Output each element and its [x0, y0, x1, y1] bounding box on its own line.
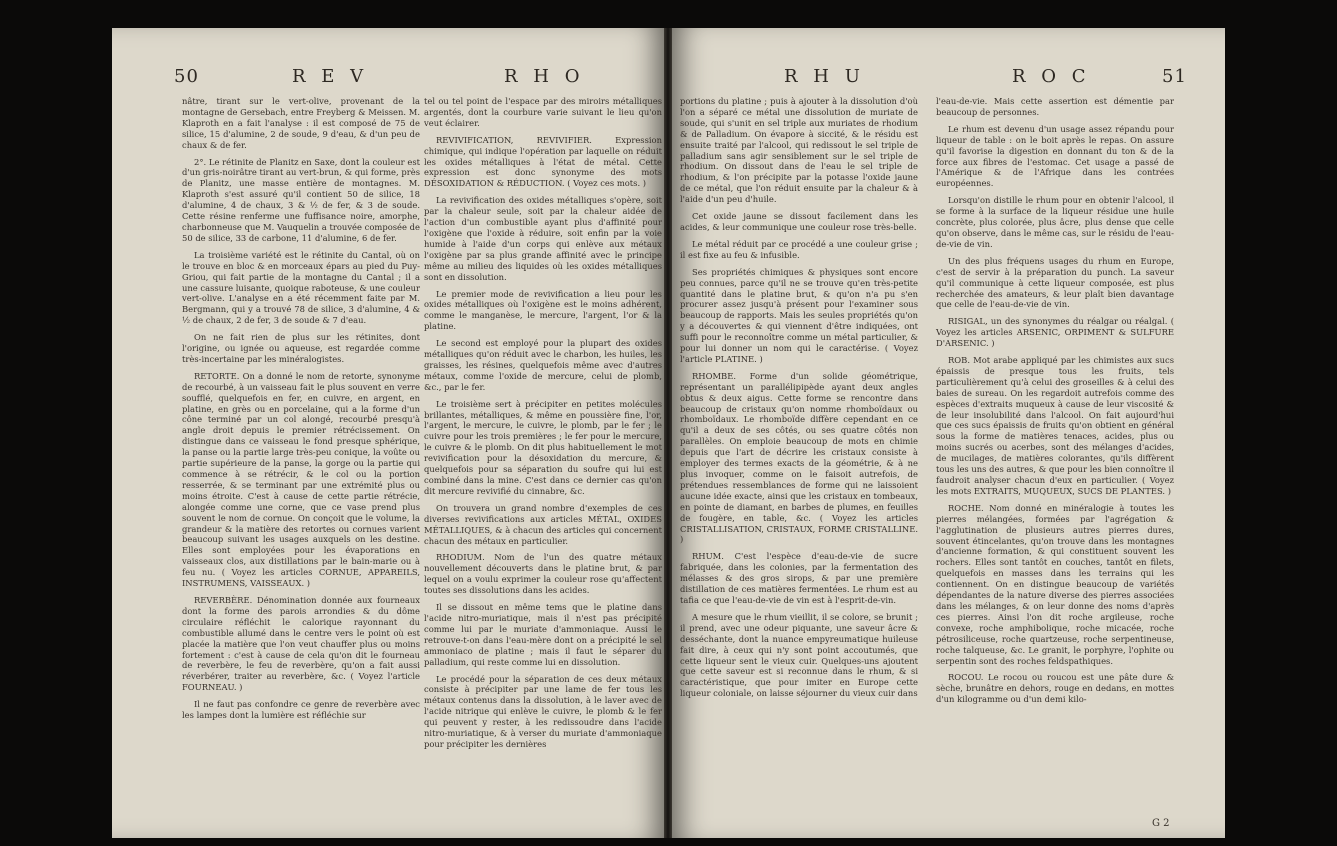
right-running-head — [672, 66, 1225, 94]
right-col1-paragraph: RHUM. C'est l'espèce d'eau-de-vie de sucre fabriquée, dans les colonies, par la fermentation des mélasses & des gros sirops, & par une première distillation de ces matières fermentées. Le rhum est au tafia ce que l'eau-de-vie de vin est à l'esprit-de-vin. — [680, 551, 918, 605]
right-col1-paragraph: A mesure que le rhum vieillit, il se colore, se brunit ; il prend, avec une odeur piquante, une saveur âcre & desséchante, dont la nuance empyreumatique huileuse fait dire, à ceux qui n'y sont point accoutumés, que cette liqueur sent le vieux cuir. Quelques-uns ajoutent que cette saveur est si reconnue dans le rhum, & si caractéristique, que pour imiter en Europe cette liqueur coloniale, on laisse séjourner du vieux cuir dans — [680, 611, 918, 699]
right-column-2 — [936, 96, 1174, 711]
right-col2-paragraph: l'eau-de-vie. Mais cette assertion est démentie par beaucoup de personnes. — [936, 96, 1174, 117]
left-col1-paragraph: REVERBÈRE. Dénomination donnée aux fourneaux dont la forme des parois arrondies & du dôme circulaire réfléchit le calorique rayonnant du combustible allumé dans le centre vers le point où est placée la matière que l'on veut chauffer plus ou moins fortement : c'est à cause de cela qu'on dit le fourneau de reverbère, le feu de reverbère, qu'on a fait aussi réverbérer, traiter au reverbère, &c. ( Voyez l'article FOURNEAU. ) — [182, 594, 420, 693]
running-head-rhu: R H U — [784, 66, 865, 87]
left-col2-paragraph: La revivification des oxides métalliques s'opère, soit par la chaleur seule, soit par la chaleur aidée de l'action d'un combustible ayant plus d'affinité pour l'oxigène que l'oxide à réduire, soit enfin par la voie humide à l'aide d'un corps qui enlève aux métaux l'oxigène par sa plus grande affinité avec le principe même au milieu des liquides où les oxides métalliques sont en dissolution. — [424, 195, 662, 282]
left-col2-paragraph: Le procédé pour la séparation de ces deux métaux consiste à précipiter par une lame de fer tous les métaux contenus dans la dissolution, à le laver avec de l'acide nitrique qui enlève le cuivre, le plomb & le fer qui peuvent y rester, à les redissoudre dans l'acide nitro-muriatique, & à verser du muriate d'ammoniaque pour précipiter les dernières — [424, 673, 662, 749]
right-col2-paragraph: ROB. Mot arabe appliqué par les chimistes aux sucs épaissis de presque tous les fruits, tels particulièrement qu'à celui des groseilles & à celui des baies de sureau. On les regardoit autrefois comme des espèces d'extraits muqueux à cause de leur viscosité & de leur insolubilité dans l'alcool. On fait aujourd'hui que ces sucs épaissis de fruits qu'on obtient en général sous la forme de matières tenaces, acides, plus ou moins sucrés ou acerbes, sont des mélanges d'acides, de mucilages, de matières colorantes, qu'ils diffèrent tous les uns des autres, & que pour les bien connoître il faudroit analyser chacun d'eux en particulier. ( Voyez les mots EXTRAITS, MUQUEUX, SUCS DE PLANTES. ) — [936, 355, 1174, 496]
right-col2-paragraph: Le rhum est devenu d'un usage assez répandu pour liqueur de table : on le boit après le repas. On assure qu'il favorise la digestion en donnant du ton & de la force aux fibres de l'estomac. Cet usage a passé de l'Amérique & de l'Afrique dans les contrées européennes. — [936, 123, 1174, 189]
left-column-2 — [424, 96, 662, 756]
right-col1-paragraph: Cet oxide jaune se dissout facilement dans les acides, & leur communique une couleur rose très-belle. — [680, 211, 918, 232]
left-col2-paragraph: REVIVIFICATION, REVIVIFIER. Expression chimique, qui indique l'opération par laquelle on réduit les oxides métalliques à l'état de métal. Cette expression est donc synonyme des mots DÉSOXIDATION & RÉDUCTION. ( Voyez ces mots. ) — [424, 134, 662, 189]
right-col1-paragraph: Ses propriétés chimiques & physiques sont encore peu connues, parce qu'il ne se trouve qu'en très-petite quantité dans le platine brut, & qu'on n'a pu s'en procurer assez jusqu'à présent pour l'examiner sous beaucoup de rapports. Mais les seules propriétés qu'on y a découvertes & qui viennent d'être indiquées, ont suffi pour le reconnoître comme un métal particulier, & pour lui donner un nom qui le caractérise. ( Voyez l'article PLATINE. ) — [680, 266, 918, 364]
right-col1-paragraph: portions du platine ; puis à ajouter à la dissolution d'où l'on a séparé ce métal une dissolution de muriate de soude, qui s'unit en sel triple aux muriates de rhodium & de Palladium. On évapore à siccité, & le résidu est ensuite traité par l'alcool, qui redissout le sel triple de palladium sans agir sensiblement sur le sel triple de rhodium. On dissout dans de l'eau le sel triple de rhodium, & l'on précipite par la potasse l'oxide jaune de ce métal, que l'on réduit ensuite par la chaleur & à l'aide d'un peu d'huile. — [680, 96, 918, 205]
left-col2-paragraph: Le troisième sert à précipiter en petites molécules brillantes, métalliques, & même en poussière fine, l'or, l'argent, le mercure, le cuivre, le plomb, par le fer ; le cuivre pour les trois premières ; le fer pour le mercure, le cuivre & le plomb. On dit plus habituellement le mot revivification pour la désoxidation du mercure, & quelquefois pour sa séparation du soufre qui lui est combiné dans la mine. C'est dans ce dernier cas qu'on dit mercure revivifié du cinnabre, &c. — [424, 398, 662, 496]
right-col2-paragraph: Lorsqu'on distille le rhum pour en obtenir l'alcool, il se forme à la surface de la liqueur résidue une huile concrète, plus colorée, plus âcre, plus dense que celle qu'on observe, dans le même cas, sur le résidu de l'eau-de-vie de vin. — [936, 195, 1174, 249]
left-page — [112, 28, 664, 838]
book-gutter — [664, 28, 672, 838]
page-number-right: 51 — [1162, 66, 1187, 87]
left-col2-paragraph: RHODIUM. Nom de l'un des quatre métaux nouvellement découverts dans le platine brut, & par lequel on a voulu exprimer la couleur rose qu'affectent toutes ses dissolutions dans les acides. — [424, 552, 662, 596]
left-col2-paragraph: Il se dissout en même tems que le platine dans l'acide nitro-muriatique, mais il n'est pas précipité comme lui par le muriate d'ammoniaque. Aussi le retrouve-t-on dans l'eau-mère dont on a précipité le sel ammoniaco de platine ; mais il faut le séparer du palladium, qui reste comme lui en dissolution. — [424, 602, 662, 667]
right-col2-paragraph: ROCHE. Nom donné en minéralogie à toutes les pierres mélangées, formées par l'agrégation & l'agglutination de plusieurs autres pierres dures, souvent étincelantes, qu'on trouve dans les montagnes d'ancienne formation, & qui constituent souvent les rochers. Elles sont tantôt en couches, tantôt en filets, quelquefois en masses dans les terrains qui les contiennent. On en distingue beaucoup de variétés dépendantes de la nature diverse des pierres associées dans les mélanges, & on leur donne des noms d'après ces pierres. Ainsi l'on dit roche argileuse, roche convexe, roche amphibolique, roche micacée, roche pétrosiliceuse, roche quartzeuse, roche serpentineuse, roche talqueuse, &c. Le granit, le porphyre, l'ophite ou serpentin sont des roches feldspathiques. — [936, 502, 1174, 666]
left-col2-paragraph: Le premier mode de revivification a lieu pour les oxides métalliques où l'oxigène est le moins adhérent, comme le manganèse, le mercure, l'argent, l'or & la platine. — [424, 288, 662, 332]
right-col2-paragraph: RISIGAL, un des synonymes du réalgar ou réalgal. ( Voyez les articles ARSENIC, ORPIMENT & SULFURE D'ARSENIC. ) — [936, 316, 1174, 349]
right-page — [672, 28, 1225, 838]
signature-mark: G 2 — [1152, 818, 1170, 829]
right-col1-paragraph: Le métal réduit par ce procédé a une couleur grise ; il est fixe au feu & infusible. — [680, 238, 918, 260]
left-running-head — [112, 66, 664, 94]
running-head-rev: R E V — [292, 66, 369, 87]
page-number-left: 50 — [174, 66, 199, 87]
left-col1-paragraph: nâtre, tirant sur le vert-olive, provenant de la montagne de Gersebach, entre Freyberg & Meissen. M. Klaproth en a fait l'analyse : il est composé de 75 de silice, 15 d'alumine, 2 de soude, 9 d'eau, & d'un peu de chaux & de fer. — [182, 96, 420, 150]
right-col1-paragraph: RHOMBE. Forme d'un solide géométrique, représentant un parallélipipède ayant deux angles obtus & deux aigus. Cette forme se rencontre dans beaucoup de cristaux qu'on nomme rhomboïdaux ou rhomboïdaux. Le rhomboïde diffère cependant en ce qu'il a deux de ses côtés, ou ses quatre côtés non parallèles. On emploie beaucoup de mots en chimie depuis que l'art de décrire les cristaux consiste à employer des termes exacts de la géométrie, & à ne plus invoquer, comme on le faisoit autrefois, de prétendues ressemblances de forme qui ne laissoient aucune idée exacte, ainsi que les cristaux en tombeaux, en pointe de diamant, en barbes de plumes, en feuilles de fougère, en table, &c. ( Voyez les articles CRISTALLISATION, CRISTAUX, FORME CRISTALLINE. ) — [680, 370, 918, 545]
right-column-1 — [680, 96, 918, 705]
left-column-1 — [182, 96, 420, 727]
left-col1-paragraph: 2°. Le rétinite de Planitz en Saxe, dont la couleur est d'un gris-noirâtre tirant au vert-brun, & qui forme, près de Planitz, une masse entière de montagnes. M. Klaproth s'est assuré qu'il contient 50 de silice, 18 d'alumine, 4 de chaux, 3 & ½ de fer, & 3 de soude. Cette résine renferme une fuffisance noire, amorphe, charbonneuse que M. Vauquelin a trouvée composée de 50 de silice, 33 de carbone, 11 d'alumine, 6 de fer. — [182, 156, 420, 243]
left-col1-paragraph: La troisième variété est le rétinite du Cantal, où on le trouve en bloc & en morceaux épars au pied du Puy-Griou, qui fait partie de la montagne du Cantal ; il a une cassure luisante, quoique raboteuse, & une couleur vert-olive. L'analyse en a été récemment faite par M. Bergmann, qui y a trouvé 78 de silice, 3 d'alumine, 4 & ½ de chaux, 2 de fer, 3 de soude & 7 d'eau. — [182, 249, 421, 326]
left-col2-paragraph: On trouvera un grand nombre d'exemples de ces diverses revivifications aux articles MÉTAL, OXIDES MÉTALLIQUES, & à chacun des articles qui concernent chacun des métaux en particulier. — [424, 502, 662, 546]
left-col1-paragraph: On ne fait rien de plus sur les rétinites, dont l'origine, ou ignée ou aqueuse, est regardée comme très-incertaine par les minéralogistes. — [182, 332, 420, 364]
right-col2-paragraph: Un des plus fréquens usages du rhum en Europe, c'est de servir à la préparation du punch. La saveur qu'il communique à cette liqueur composée, est plus recherchée des amateurs, & leur plaît bien davantage que celle de l'eau-de-vie de vin. — [936, 255, 1174, 310]
running-head-rho: R H O — [504, 66, 585, 87]
right-col2-paragraph: ROCOU. Le rocou ou roucou est une pâte dure & sèche, brunâtre en dehors, rouge en dedans, en mottes d'un kilogramme ou d'un demi kilo- — [936, 672, 1174, 705]
left-col2-paragraph: Le second est employé pour la plupart des oxides métalliques qu'on réduit avec le charbon, les huiles, les graisses, les résines, quelquefois même avec d'autres métaux, comme l'oxide de mercure, celui de plomb, &c., par le fer. — [424, 338, 662, 392]
left-col1-paragraph: RETORTE. On a donné le nom de retorte, synonyme de recourbé, à un vaisseau fait le plus souvent en verre soufflé, quelquefois en fer, en cuivre, en argent, en platine, en grès ou en porcelaine, qui a la forme d'un cône terminé par un col alongé, recourbé presqu'à angle droit depuis le premier rétrécissement. On distingue dans ce vaisseau le fond presque sphérique, la panse ou la partie large très-peu conique, la voûte ou partie supérieure de la panse, la gorge ou la partie qui commence à se rétrécir, & le col ou la portion resserrée, & se terminant par une extrémité plus ou moins étroite. C'est à cause de cette partie rétrécie, alongée comme une corne, que ce vase prend plus souvent le nom de cornue. On conçoit que le volume, la grandeur & la matière des retortes ou cornues varient beaucoup suivant les usages auxquels on les destine. Elles sont employées pour les évaporations en vaisseaux clos, aux distillations par le bain-marie ou à feu nu. ( Voyez les articles CORNUE, APPAREILS, INSTRUMENS, VAISSEAUX. ) — [182, 370, 420, 589]
left-col1-paragraph: Il ne faut pas confondre ce genre de reverbère avec les lampes dont la lumière est réfléchie sur — [182, 699, 420, 721]
running-head-roc: R O C — [1012, 66, 1091, 87]
left-col2-paragraph: tel ou tel point de l'espace par des miroirs métalliques argentés, dont la courbure varie suivant le lieu qu'on veut éclairer. — [424, 96, 662, 128]
